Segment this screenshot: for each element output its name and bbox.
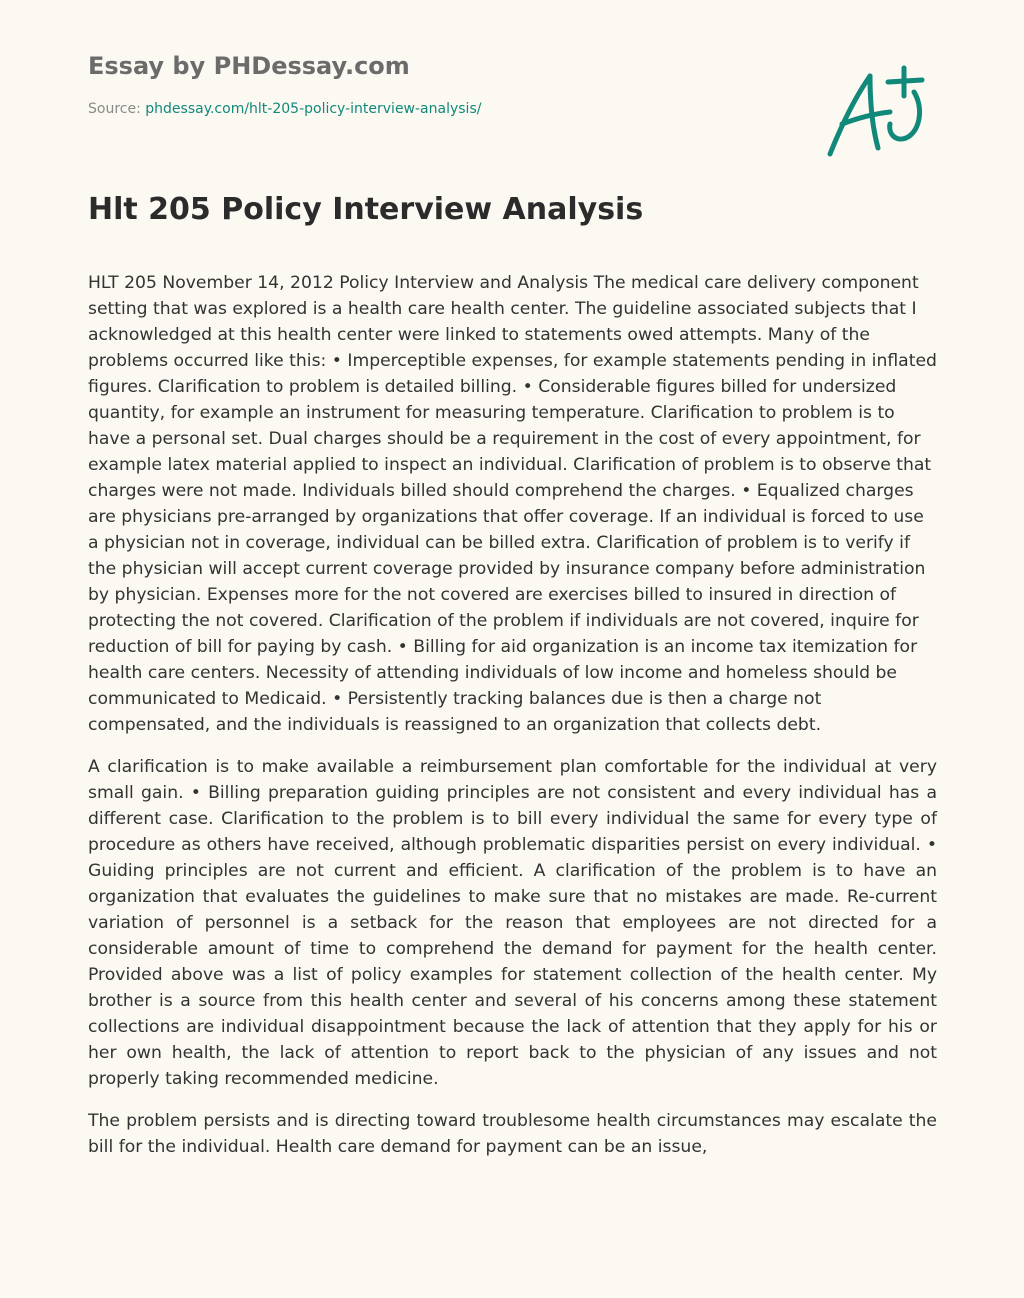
- article-body: [88, 270, 937, 1176]
- paragraph: HLT 205 November 14, 2012 Policy Interview and Analysis The medical care delivery component setting that was explored is a health care health center. The guideline associated subjects that I acknowledged at this health center were linked to statements owed attempts. Many of the problems occurred like this: • Imperceptible expenses, for example statements pending in inflated figures. Clarification to problem is detailed billing. • Considerable figures billed for undersized quantity, for example an instrument for measuring temperature. Clarification to problem is to have a personal set. Dual charges should be a requirement in the cost of every appointment, for example latex material applied to inspect an individual. Clarification of problem is to observe that charges were not made. Individuals billed should comprehend the charges. • Equalized charges are physicians pre-arranged by organizations that offer coverage. If an individual is forced to use a physician not in coverage, individual can be billed extra. Clarification of problem is to verify if the physician will accept current coverage provided by insurance company before administration by physician. Expenses more for the not covered are exercises billed to insured in direction of protecting the not covered. Clarification of the problem if individuals are not covered, inquire for reduction of bill for paying by cash. • Billing for aid organization is an income tax itemization for health care centers. Necessity of attending individuals of low income and homeless should be communicated to Medicaid. • Persistently tracking balances due is then a charge not compensated, and the individuals is reassigned to an organization that collects debt.: [88, 273, 937, 735]
- page-title: Hlt 205 Policy Interview Analysis: [88, 192, 644, 227]
- source-label: Source:: [88, 101, 146, 117]
- source-link[interactable]: phdessay.com/hlt-205-policy-interview-analysis/: [145, 101, 482, 117]
- source-line: [88, 100, 788, 118]
- a-plus-logo-icon: [820, 62, 930, 162]
- header: [88, 50, 788, 118]
- site-brand: Essay by PHDessay.com: [88, 52, 410, 80]
- paragraph: A clarification is to make available a reimbursement plan comfortable for the individual at very small gain. • Billing preparation guiding principles are not consistent and every individual has a different case. Clarification to the problem is to bill every individual the same for every type of procedure as others have received, although problematic disparities persist on every individual. • Guiding principles are not current and efficient. A clarification of the problem is to have an organization that evaluates the guidelines to make sure that no mistakes are made. Re-current variation of personnel is a setback for the reason that employees are not directed for a considerable amount of time to comprehend the demand for payment for the health center. Provided above was a list of policy examples for statement collection of the health center. My brother is a source from this health center and several of his concerns among these statement collections are individual disappointment because the lack of attention that they apply for his or her own health, the lack of attention to report back to the physician of any issues and not properly taking recommended medicine.: [88, 757, 937, 1089]
- paragraph: The problem persists and is directing toward troublesome health circumstances may escalate the bill for the individual. Health care demand for payment can be an issue,: [88, 1111, 937, 1157]
